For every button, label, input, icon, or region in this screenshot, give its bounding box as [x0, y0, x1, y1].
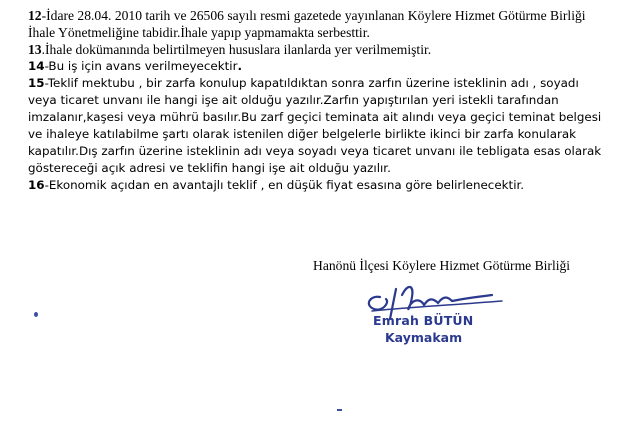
signer-name: Emrah BÜTÜN: [373, 313, 474, 328]
document-body: [28, 7, 608, 194]
signer-title: Kaymakam: [385, 330, 463, 345]
clause-text: .İhale dokümanında belirtilmeyen hususlara ilanlarda yer verilmemiştir.: [41, 42, 432, 57]
ink-dash: [337, 409, 342, 411]
clause-text: -İdare 28.04. 2010 tarih ve 26506 sayılı resmi gazetede yayınlanan Köylere Hizmet Götürme Birliği İhale Yönetmeliğine tabidir.İhale yapıp yapmamakta serbesttir.: [28, 8, 586, 40]
clause-16: [28, 177, 608, 194]
ink-dot: [34, 312, 38, 317]
clause-text: -Teklif mektubu , bir zarfa konulup kapatıldıktan sonra zarfın üzerine isteklinin adı , soyadı veya ticaret unvanı ile hangi işe ait olduğu yazılır.Zarfın yapıştırılan yeri istekli tarafından imzalanır,kaşesi veya mührü basılır.Bu zarf geçici teminata ait alındı veya geçici teminat belgesi ve ihaleye katılabilme şartı olarak istenilen diğer belgelerle birlikte ikinci bir zarfa konularak kapatılır.Dış zarfın üzerine isteklinin adı veya soyadı veya ticaret unvanı ile tebligata esas olarak göstereceği açık adresi ve teklifin hangi işe ait olduğu yazılır.: [28, 76, 602, 175]
clause-text: -Ekonomik açıdan en avantajlı teklif , en düşük fiyat esasına göre belirlenecektir.: [44, 178, 525, 192]
clause-number: 12: [28, 8, 42, 23]
clause-14: [28, 58, 608, 75]
organization-name: Hanönü İlçesi Köylere Hizmet Götürme Birliği: [313, 258, 571, 273]
clause-15: [28, 75, 608, 177]
clause-13: [28, 41, 608, 58]
clause-tail: .: [237, 59, 242, 73]
clause-number: 15: [28, 76, 45, 90]
clause-12: [28, 7, 608, 41]
clause-number: 16: [28, 178, 45, 192]
clause-text: -Bu iş için avans verilmeyecektir: [44, 59, 238, 73]
clause-number: 13: [28, 42, 42, 57]
clause-number: 14: [28, 59, 45, 73]
